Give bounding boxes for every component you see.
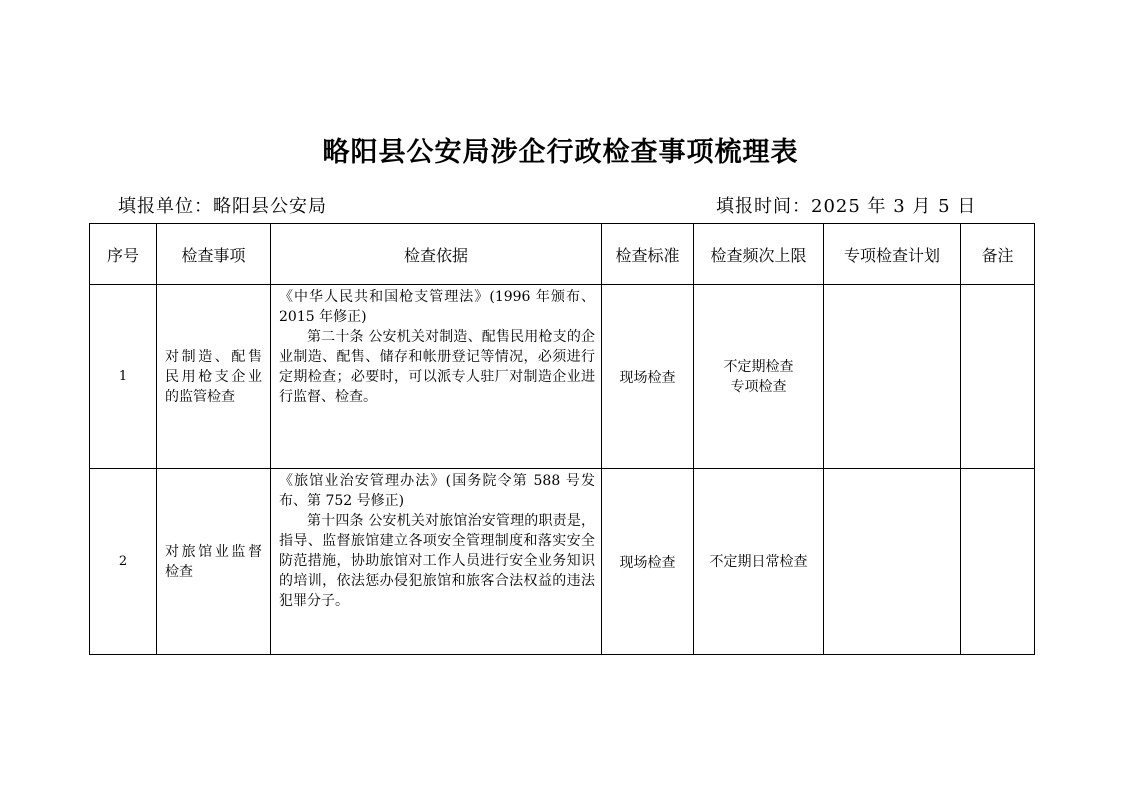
inspection-frequency [694, 285, 824, 469]
basis-law-title: 《旅馆业治安管理办法》(国务院令第 588 号发布、第 752 号修正) [279, 473, 595, 509]
header-cell-note: 备注 [961, 224, 1035, 285]
inspection-frequency [694, 469, 824, 655]
inspection-table [89, 223, 1035, 655]
inspection-basis [271, 285, 602, 469]
header-cell-no: 序号 [90, 224, 157, 285]
special-inspection-plan [824, 285, 961, 469]
inspection-basis [271, 469, 602, 655]
table-row [90, 469, 1035, 655]
reporting-unit: 填报单位：略阳县公安局 [118, 196, 327, 217]
reporting-date: 填报时间：2025 年 3 月 5 日 [716, 196, 977, 217]
page-title: 略阳县公安局涉企行政检查事项梳理表 [322, 137, 799, 168]
header-cell-item: 检查事项 [157, 224, 271, 285]
header-cell-plan: 专项检查计划 [824, 224, 961, 285]
row-number: 2 [90, 469, 157, 655]
basis-article-text: 第二十条 公安机关对制造、配售民用枪支的企业制造、配售、储存和帐册登记等情况，必须进行定期检查；必要时，可以派专人驻厂对制造企业进行监督、检查。 [279, 329, 595, 405]
table-header-row [90, 224, 1035, 285]
inspection-item: 对旅馆业监督检查 [157, 469, 271, 655]
inspection-item: 对制造、配售民用枪支企业的监管检查 [157, 285, 271, 469]
frequency-line: 不定期检查 [723, 358, 794, 375]
frequency-line: 专项检查 [730, 378, 787, 395]
header-cell-basis: 检查依据 [271, 224, 602, 285]
special-inspection-plan [824, 469, 961, 655]
table-row [90, 285, 1035, 469]
inspection-standard: 现场检查 [602, 285, 694, 469]
basis-article-text: 第十四条 公安机关对旅馆治安管理的职责是，指导、监督旅馆建立各项安全管理制度和落实安全防范措施，协助旅馆对工作人员进行安全业务知识的培训，依法惩办侵犯旅馆和旅客合法权益的违法犯罪分子。 [279, 513, 595, 609]
basis-law-title: 《中华人民共和国枪支管理法》(1996 年颁布、2015 年修正) [279, 289, 595, 325]
inspection-standard: 现场检查 [602, 469, 694, 655]
header-cell-standard: 检查标准 [602, 224, 694, 285]
row-number: 1 [90, 285, 157, 469]
remarks [961, 469, 1035, 655]
remarks [961, 285, 1035, 469]
frequency-line: 不定期日常检查 [709, 553, 808, 570]
header-cell-frequency: 检查频次上限 [694, 224, 824, 285]
